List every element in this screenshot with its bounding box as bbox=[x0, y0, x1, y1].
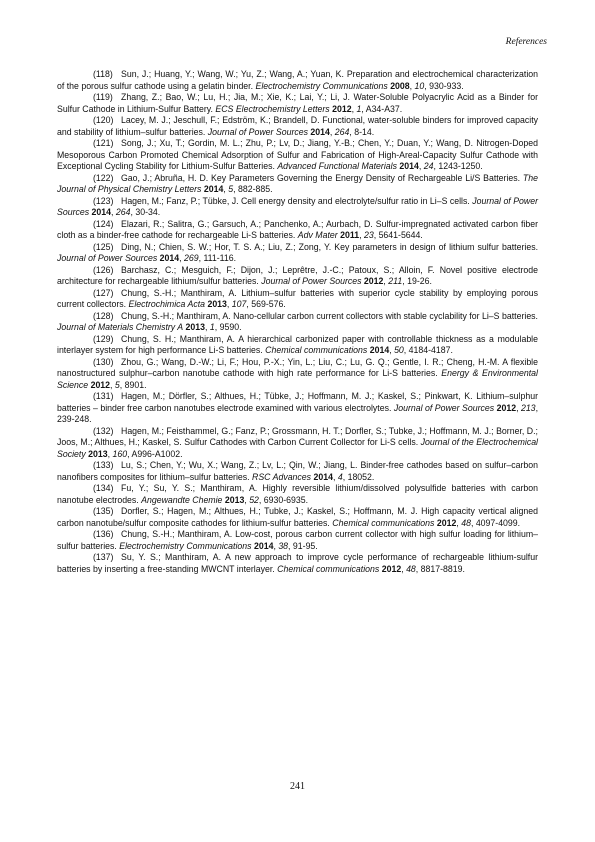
reference-text: Chung, S. H.; Manthiram, A. A hierarchical carbonized paper with controllable thickness as a modulable interlayer system for high performance Li-S batteries. bbox=[57, 333, 538, 355]
reference-number: (121) bbox=[93, 138, 114, 148]
reference-number: (126) bbox=[93, 264, 114, 275]
reference-entry: (137) Su, Y. S.; Manthiram, A. A new approach to improve cycle performance of rechargeable lithium-sulfur batteries by inserting a free-standing MWCNT interlayer. Chemical communications 2012, 48, 8817-8819. bbox=[57, 552, 538, 574]
reference-year: 2014 bbox=[369, 345, 390, 355]
reference-volume: 24 bbox=[423, 161, 434, 171]
reference-journal: Advanced Functional Materials bbox=[277, 161, 397, 171]
reference-text: Lu, S.; Chen, Y.; Wu, X.; Wang, Z.; Lv, L.; Qin, W.; Jiang, L. Binder-free cathodes based on sulfur–carbon nanofibers composites for lithium–sulfur batteries. bbox=[57, 460, 538, 482]
reference-volume: 213 bbox=[520, 402, 536, 413]
reference-year: 2014 bbox=[159, 253, 180, 263]
reference-year: 2014 bbox=[310, 126, 330, 137]
reference-number: (136) bbox=[93, 529, 114, 539]
reference-year: 2012 bbox=[436, 517, 457, 528]
reference-volume: 10 bbox=[414, 80, 425, 91]
reference-pages: 930-933. bbox=[429, 80, 464, 91]
reference-journal: The Journal of Physical Chemistry Letters bbox=[57, 172, 538, 194]
reference-volume: 264 bbox=[334, 126, 350, 137]
reference-pages: 8901. bbox=[124, 379, 147, 390]
reference-number: (137) bbox=[93, 552, 114, 562]
reference-volume: 38 bbox=[278, 540, 289, 551]
reference-number: (124) bbox=[93, 218, 114, 229]
reference-volume: 50 bbox=[394, 345, 404, 355]
reference-text: Elazari, R.; Salitra, G.; Garsuch, A.; Panchenko, A.; Aurbach, D. Sulfur-impregnated activated carbon fiber cloth as a binder-free cathode for rechargeable Li-S batteries. bbox=[57, 218, 538, 240]
reference-entry: (123) Hagen, M.; Fanz, P.; Tübke, J. Cell energy density and electrolyte/sulfur ratio in Li–S cells. Journal of Power Sources 2014, 264, 30-34. bbox=[57, 195, 538, 217]
reference-pages: 6930-6935. bbox=[263, 494, 309, 505]
reference-pages: 569-576. bbox=[251, 299, 286, 309]
reference-journal: Chemical communications bbox=[277, 563, 380, 574]
reference-pages: 91-95. bbox=[292, 540, 318, 551]
reference-journal: Chemical communications bbox=[332, 517, 435, 528]
reference-text: Hagen, M.; Dörfler, S.; Althues, H.; Tübke, J.; Hoffmann, M. J.; Kaskel, S.; Pinkwart, K. Lithium–sulphur batteries – binder free carbon nanotubes electrode examined with various electrolytes. bbox=[57, 391, 538, 413]
reference-entry: (122) Gao, J.; Abruña, H. D. Key Parameters Governing the Energy Density of Rechargeable Li/S Batteries. The Journal of Physical Chemistry Letters 2014, 5, 882-885. bbox=[57, 172, 538, 194]
reference-journal: Angewandte Chemie bbox=[141, 494, 223, 505]
reference-volume: 52 bbox=[249, 494, 259, 505]
reference-journal: ECS Electrochemistry Letters bbox=[215, 103, 330, 114]
reference-entry: (135) Dorfler, S.; Hagen, M.; Althues, H.; Tubke, J.; Kaskel, S.; Hoffmann, M. J. High capacity vertical aligned carbon nanotube/sulfur composite cathodes for lithium-sulfur batteries. Chemical communications 2012, 48, 4097-4099. bbox=[57, 506, 538, 528]
reference-number: (118) bbox=[93, 69, 113, 79]
reference-number: (135) bbox=[93, 506, 114, 516]
reference-text: Zhou, G.; Wang, D.-W.; Li, F.; Hou, P.-X.; Yin, L.; Liu, C.; Lu, G. Q.; Gentle, I. R.; Cheng, H.-M. A flexible nanostructured sulphur–carbon nanotube cathode with high rate performance for Li-S batteries. bbox=[57, 356, 538, 378]
reference-year: 2013 bbox=[224, 494, 245, 505]
reference-entry: (125) Ding, N.; Chien, S. W.; Hor, T. S. A.; Liu, Z.; Zong, Y. Key parameters in design of lithium sulfur batteries. Journal of Power Sources 2014, 269, 111-116. bbox=[57, 241, 538, 263]
reference-journal: Journal of the Electrochemical Society bbox=[57, 437, 538, 459]
reference-entry: (120) Lacey, M. J.; Jeschull, F.; Edström, K.; Brandell, D. Functional, water-soluble binders for improved capacity and stability of lithium–sulfur batteries. Journal of Power Sources 2014, 264, 8-14. bbox=[57, 115, 538, 137]
reference-year: 2014 bbox=[399, 161, 419, 171]
reference-volume: 4 bbox=[337, 471, 343, 482]
reference-year: 2008 bbox=[390, 80, 410, 91]
reference-pages: A996-A1002. bbox=[131, 448, 183, 459]
reference-year: 2014 bbox=[253, 540, 274, 551]
reference-text: Dorfler, S.; Hagen, M.; Althues, H.; Tubke, J.; Kaskel, S.; Hoffmann, M. J. High capacity vertical aligned carbon nanotube/sulfur composite cathodes for lithium-sulfur batteries. bbox=[57, 506, 538, 528]
reference-year: 2014 bbox=[91, 207, 112, 217]
reference-year: 2012 bbox=[381, 563, 402, 574]
reference-entry: (124) Elazari, R.; Salitra, G.; Garsuch, A.; Panchenko, A.; Aurbach, D. Sulfur-impregnated activated carbon fiber cloth as a binder-free cathode for rechargeable Li-S batteries. Adv Mater 2011, 23, 5641-5644. bbox=[57, 218, 538, 240]
reference-year: 2013 bbox=[185, 322, 206, 332]
reference-text: Zhang, Z.; Bao, W.; Lu, H.; Jia, M.; Xie, K.; Lai, Y.; Li, J. Water-Soluble Polyacrylic Acid as a Binder for Sulfur Cathode in Lithium-Sulfur Battery. bbox=[57, 92, 538, 114]
reference-volume: 1 bbox=[356, 103, 362, 114]
reference-pages: 1243-1250. bbox=[438, 161, 483, 171]
reference-number: (129) bbox=[93, 333, 114, 344]
reference-year: 2012 bbox=[90, 379, 111, 390]
reference-year: 2012 bbox=[332, 103, 352, 114]
reference-journal: Electrochimica Acta bbox=[128, 299, 206, 309]
reference-number: (125) bbox=[93, 241, 114, 252]
reference-entry: (119) Zhang, Z.; Bao, W.; Lu, H.; Jia, M.; Xie, K.; Lai, Y.; Li, J. Water-Soluble Polyacrylic Acid as a Binder for Sulfur Cathode in Lithium-Sulfur Battery. ECS Electrochemistry Letters 2012, 1, A34-A37. bbox=[57, 92, 538, 114]
reference-number: (119) bbox=[93, 92, 113, 102]
reference-journal: Chemical communications bbox=[265, 345, 368, 355]
reference-pages: 8-14. bbox=[354, 126, 375, 137]
reference-entry: (126) Barchasz, C.; Mesguich, F.; Dijon, J.; Leprêtre, J.-C.; Patoux, S.; Alloin, F. Novel positive electrode architecture for rechargeable lithium/sulfur batteries. Journal of Power Sources 2012, 211, 19-26. bbox=[57, 264, 538, 286]
reference-entry: (130) Zhou, G.; Wang, D.-W.; Li, F.; Hou, P.-X.; Yin, L.; Liu, C.; Lu, G. Q.; Gentle, I. R.; Cheng, H.-M. A flexible nanostructured sulphur–carbon nanotube cathode with high rate performance for Li-S batteries. Energy & Environmental Science 2012, 5, 8901. bbox=[57, 356, 538, 390]
reference-pages: 5641-5644. bbox=[378, 230, 423, 240]
reference-pages: A34-A37. bbox=[365, 103, 403, 114]
reference-volume: 1 bbox=[209, 322, 215, 332]
reference-text: Hagen, M.; Feisthammel, G.; Fanz, P.; Grossmann, H. T.; Dorfler, S.; Tubke, J.; Hoffmann, M. J.; Borner, D.; Joos, M.; Althues, H.; Kaskel, S. Sulfur Cathodes with Carbon Current Collector for Li-S cells. bbox=[57, 425, 538, 447]
reference-number: (130) bbox=[93, 356, 114, 367]
reference-journal: Journal of Materials Chemistry A bbox=[57, 322, 184, 332]
reference-year: 2011 bbox=[340, 230, 360, 240]
reference-entry: (131) Hagen, M.; Dörfler, S.; Althues, H.; Tübke, J.; Hoffmann, M. J.; Kaskel, S.; Pinkwart, K. Lithium–sulphur batteries – binder free carbon nanotubes electrode examined with various electrolytes. Journal of Power Sources 2012, 213, 239-248. bbox=[57, 391, 538, 424]
reference-year: 2013 bbox=[88, 448, 108, 459]
reference-text: Ding, N.; Chien, S. W.; Hor, T. S. A.; Liu, Z.; Zong, Y. Key parameters in design of lithium sulfur batteries. bbox=[121, 241, 538, 252]
reference-text: Fu, Y.; Su, Y. S.; Manthiram, A. Highly reversible lithium/dissolved polysulfide batteries with carbon nanotube electrodes. bbox=[57, 483, 538, 505]
reference-number: (128) bbox=[93, 310, 114, 321]
reference-pages: 30-34. bbox=[135, 207, 161, 217]
reference-number: (134) bbox=[93, 483, 114, 493]
reference-journal: Electrochemistry Communications bbox=[255, 80, 388, 91]
reference-text: Sun, J.; Huang, Y.; Wang, W.; Yu, Z.; Wang, A.; Yuan, K. Preparation and electrochemical characterization of the porous sulfur cathode using a gelatin binder. bbox=[57, 69, 538, 91]
reference-pages: 4097-4099. bbox=[475, 517, 521, 528]
reference-year: 2014 bbox=[313, 471, 333, 482]
reference-journal: Journal of Power Sources bbox=[57, 195, 538, 217]
reference-entry: (127) Chung, S.-H.; Manthiram, A. Lithium–sulfur batteries with superior cycle stability by employing porous current collectors. Electrochimica Acta 2013, 107, 569-576. bbox=[57, 287, 538, 309]
page-number: 241 bbox=[290, 781, 305, 792]
reference-year: 2012 bbox=[496, 402, 517, 413]
reference-text: Hagen, M.; Fanz, P.; Tübke, J. Cell energy density and electrolyte/sulfur ratio in Li–S cells. bbox=[121, 195, 470, 206]
reference-volume: 48 bbox=[406, 563, 416, 574]
reference-pages: 882-885. bbox=[237, 184, 273, 194]
running-header: References bbox=[505, 37, 547, 47]
reference-entry: (134) Fu, Y.; Su, Y. S.; Manthiram, A. Highly reversible lithium/dissolved polysulfide batteries with carbon nanotube electrodes. Angewandte Chemie 2013, 52, 6930-6935. bbox=[57, 483, 538, 505]
reference-journal: RSC Advances bbox=[252, 471, 312, 482]
reference-pages: 18052. bbox=[347, 471, 375, 482]
reference-pages: 239-248. bbox=[57, 414, 92, 424]
reference-number: (123) bbox=[93, 195, 114, 206]
reference-pages: 19-26. bbox=[407, 276, 432, 286]
reference-entry: (121) Song, J.; Xu, T.; Gordin, M. L.; Zhu, P.; Lv, D.; Jiang, Y.-B.; Chen, Y.; Duan, Y.; Wang, D. Nitrogen-Doped Mesoporous Carbon Promoted Chemical Adsorption of Sulfur and Fabrication of High-Areal-Capacity Sulfur Cathode with Exceptional Cycling Stability for Lithium-Sulfur Batteries. Advanced Functional Materials 2014, 24, 1243-1250. bbox=[57, 138, 538, 171]
reference-entry: (128) Chung, S.-H.; Manthiram, A. Nano-cellular carbon current collectors with stable cyclability for Li–S batteries. Journal of Materials Chemistry A 2013, 1, 9590. bbox=[57, 310, 538, 332]
reference-number: (120) bbox=[93, 115, 114, 125]
reference-volume: 160 bbox=[112, 448, 128, 459]
reference-number: (132) bbox=[93, 425, 114, 436]
reference-list bbox=[57, 69, 538, 575]
reference-volume: 211 bbox=[388, 276, 403, 286]
reference-pages: 9590. bbox=[219, 322, 242, 332]
reference-journal: Energy & Environmental Science bbox=[57, 368, 538, 390]
reference-text: Chung, S.-H.; Manthiram, A. Low-cost, porous carbon current collector with high sulfur loading for lithium–sulfur batteries. bbox=[57, 529, 538, 551]
reference-pages: 4184-4187. bbox=[408, 345, 453, 355]
reference-text: Gao, J.; Abruña, H. D. Key Parameters Governing the Energy Density of Rechargeable Li/S Batteries. bbox=[121, 172, 521, 183]
reference-text: Song, J.; Xu, T.; Gordin, M. L.; Zhu, P.; Lv, D.; Jiang, Y.-B.; Chen, Y.; Duan, Y.; Wang, D. Nitrogen-Doped Mesoporous Carbon Promoted Chemical Adsorption of Sulfur and Fabrication of High-Areal-Capacity Sulfur Cathode with Exceptional Cycling Stability for Lithium-Sulfur Batteries. bbox=[57, 138, 538, 171]
reference-entry: (118) Sun, J.; Huang, Y.; Wang, W.; Yu, Z.; Wang, A.; Yuan, K. Preparation and electrochemical characterization of the porous sulfur cathode using a gelatin binder. Electrochemistry Communications 2008, 10, 930-933. bbox=[57, 69, 538, 91]
reference-pages: 111-116. bbox=[203, 253, 237, 263]
reference-number: (122) bbox=[93, 172, 114, 183]
reference-text: Chung, S.-H.; Manthiram, A. Lithium–sulfur batteries with superior cycle stability by employing porous current collectors. bbox=[57, 287, 538, 309]
reference-year: 2013 bbox=[207, 299, 227, 309]
reference-text: Barchasz, C.; Mesguich, F.; Dijon, J.; Leprêtre, J.-C.; Patoux, S.; Alloin, F. Novel positive electrode architecture for rechargeable lithium/sulfur batteries. bbox=[57, 264, 538, 286]
reference-journal: Adv Mater bbox=[297, 230, 338, 240]
reference-entry: (132) Hagen, M.; Feisthammel, G.; Fanz, P.; Grossmann, H. T.; Dorfler, S.; Tubke, J.; Hoffmann, M. J.; Borner, D.; Joos, M.; Althues, H.; Kaskel, S. Sulfur Cathodes with Carbon Current Collector for Li-S cells. Journal of the Electrochemical Society 2013, 160, A996-A1002. bbox=[57, 425, 538, 459]
reference-journal: Journal of Power Sources bbox=[207, 126, 308, 137]
reference-text: Su, Y. S.; Manthiram, A. A new approach to improve cycle performance of rechargeable lithium-sulfur batteries by inserting a free-standing MWCNT interlayer. bbox=[57, 552, 538, 574]
reference-number: (131) bbox=[93, 391, 114, 401]
reference-entry: (136) Chung, S.-H.; Manthiram, A. Low-cost, porous carbon current collector with high sulfur loading for lithium–sulfur batteries. Electrochemistry Communications 2014, 38, 91-95. bbox=[57, 529, 538, 551]
reference-number: (133) bbox=[93, 460, 114, 470]
reference-volume: 264 bbox=[115, 207, 131, 217]
reference-journal: Journal of Power Sources bbox=[393, 402, 495, 413]
reference-volume: 48 bbox=[461, 517, 471, 528]
reference-entry: (129) Chung, S. H.; Manthiram, A. A hierarchical carbonized paper with controllable thickness as a modulable interlayer system for high performance Li-S batteries. Chemical communications 2014, 50, 4184-4187. bbox=[57, 333, 538, 355]
reference-text: Chung, S.-H.; Manthiram, A. Nano-cellular carbon current collectors with stable cyclability for Li–S batteries. bbox=[121, 310, 538, 321]
reference-pages: 8817-8819. bbox=[420, 563, 465, 574]
reference-volume: 5 bbox=[228, 184, 234, 194]
reference-year: 2012 bbox=[363, 276, 384, 286]
reference-text: Lacey, M. J.; Jeschull, F.; Edström, K.; Brandell, D. Functional, water-soluble binders for improved capacity and stability of lithium–sulfur batteries. bbox=[57, 115, 538, 137]
reference-journal: Journal of Power Sources bbox=[57, 253, 158, 263]
reference-entry: (133) Lu, S.; Chen, Y.; Wu, X.; Wang, Z.; Lv, L.; Qin, W.; Jiang, L. Binder-free cathodes based on sulfur–carbon nanofibers composites for lithium–sulfur batteries. RSC Advances 2014, 4, 18052. bbox=[57, 460, 538, 482]
reference-year: 2014 bbox=[203, 184, 224, 194]
reference-volume: 269 bbox=[183, 253, 199, 263]
reference-volume: 107 bbox=[231, 299, 247, 309]
reference-journal: Electrochemistry Communications bbox=[119, 540, 252, 551]
reference-journal: Journal of Power Sources bbox=[261, 276, 362, 286]
reference-volume: 5 bbox=[114, 379, 120, 390]
reference-number: (127) bbox=[93, 287, 114, 298]
reference-volume: 23 bbox=[363, 230, 374, 240]
